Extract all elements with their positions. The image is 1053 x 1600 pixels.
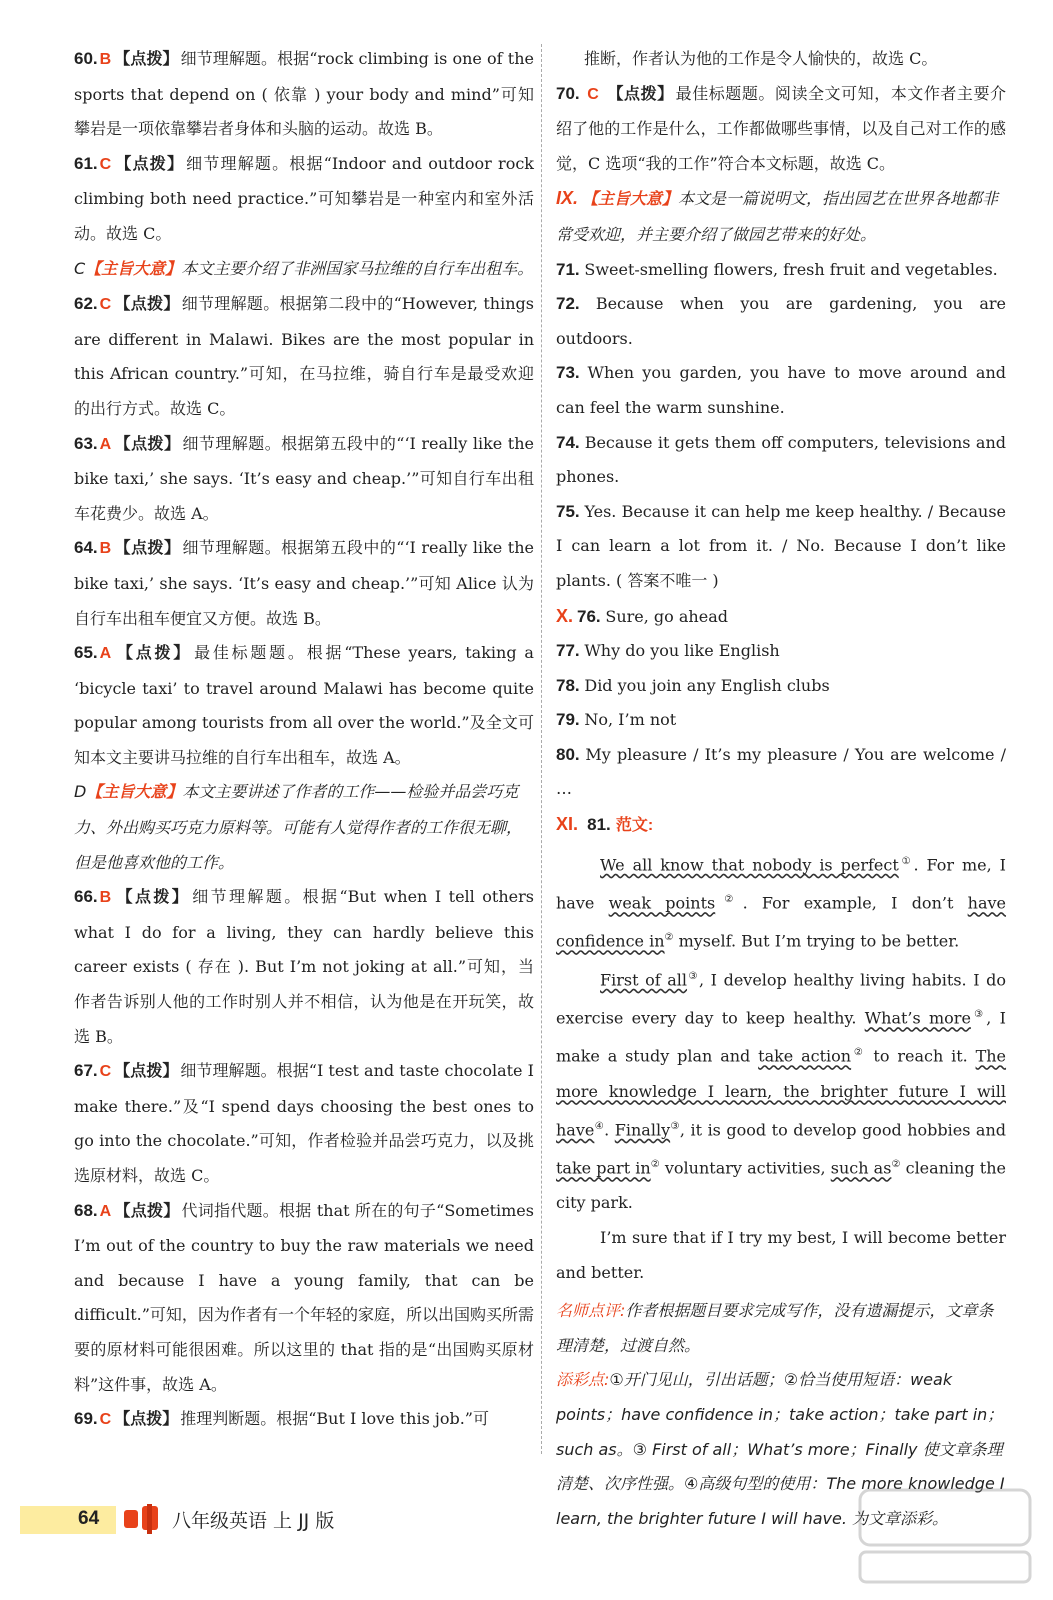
answer-74 xyxy=(556,426,1006,495)
summary-c xyxy=(74,252,534,288)
answer-79 xyxy=(556,703,1006,738)
answer-67 xyxy=(74,1054,534,1193)
hint-tag: 【点拨】 xyxy=(114,155,185,173)
question-number: 64. xyxy=(74,538,98,558)
text: myself. But I’m trying to be better. xyxy=(673,931,960,951)
text: , I develop healthy living habits. I do exercise every day to keep healthy. xyxy=(556,969,1007,1028)
passage-letter: D xyxy=(74,782,87,802)
answer-71 xyxy=(556,253,1006,288)
section-numeral: X. xyxy=(556,605,574,626)
phrase: take action xyxy=(758,1046,852,1066)
question-number: 78. xyxy=(556,675,585,695)
summary-text: 本文是一篇说明文，指出园艺在世界各地都非常受欢迎，并主要介绍了做园艺带来的好处。 xyxy=(556,189,999,244)
answer-choice: A xyxy=(99,435,112,453)
page-number: 64 xyxy=(78,1508,100,1529)
explanation: 最佳标题题。根据“These years, taking a ‘bicycle taxi’ to travel around Malawi has become quite popular among tourists from all over the world.”及全文可知本文主要讲马拉维的自行车出租车，故选 A。 xyxy=(74,643,534,767)
footer-color-bar xyxy=(20,1506,116,1534)
text: to reach it. xyxy=(865,1046,976,1066)
answer-61 xyxy=(74,147,534,252)
answer-text: Because when you are gardening, you are outdoors. xyxy=(556,294,1006,348)
phrase: First of all xyxy=(600,969,688,989)
question-number: 62. xyxy=(74,294,98,314)
summary-text: 本文主要讲述了作者的工作——检验并品尝巧克力、外出购买巧克力原料等。可能有人觉得作者的工作很无聊，但是他喜欢他的工作。 xyxy=(74,782,523,872)
answer-text: No, I’m not xyxy=(584,710,677,730)
answer-text: Sweet-smelling flowers, fresh fruit and vegetables. xyxy=(584,259,998,279)
essay-paragraph-2 xyxy=(556,959,1006,1221)
note-mark: ③ xyxy=(670,1120,680,1132)
hint-tag: 【点拨】 xyxy=(607,85,674,103)
hint-tag: 【点拨】 xyxy=(114,889,191,907)
phrase: Finally xyxy=(614,1119,671,1139)
answer-68 xyxy=(74,1194,534,1403)
right-column xyxy=(556,42,1006,1536)
answer-choice: C xyxy=(99,296,112,314)
teacher-comment xyxy=(556,1294,1006,1363)
publisher-logo-icon xyxy=(122,1504,162,1534)
explanation: 推理判断题。根据“But I love this job.”可 xyxy=(180,1409,489,1429)
question-number: 76. xyxy=(577,606,606,626)
phrase: such as xyxy=(830,1158,892,1178)
highlight-label: 添彩点: xyxy=(556,1370,610,1390)
column-divider xyxy=(541,44,542,1454)
question-number: 65. xyxy=(74,643,98,663)
note-mark: ① xyxy=(898,855,914,867)
answer-text: When you garden, you have to move around and can feel the warm sunshine. xyxy=(556,363,1007,417)
answer-choice: A xyxy=(99,645,112,663)
note-mark: ② xyxy=(851,1047,866,1059)
question-number: 61. xyxy=(74,153,98,173)
section-numeral: XI. xyxy=(556,814,579,835)
question-number: 71. xyxy=(556,259,585,279)
note-mark: ② xyxy=(664,932,674,944)
answer-80 xyxy=(556,738,1006,807)
note-mark: ③ xyxy=(687,970,699,982)
hint-tag: 【点拨】 xyxy=(114,645,193,663)
highlight-text: ①开门见山，引出话题；②恰当使用短语：weak points；have confidence in；take action；take part in；such as。③ First of all；What’s more；Finally 使文章条理清楚、次序性强。④高级句型的使用：The more knowledge I learn, the brighter future I will have. 为文章添彩。 xyxy=(556,1370,1005,1528)
section-9-summary xyxy=(556,181,1006,252)
phrase: have confidence in xyxy=(556,893,1007,951)
section-10-answers xyxy=(556,599,1006,808)
section-11-header xyxy=(556,807,1006,844)
question-number: 72. xyxy=(556,294,596,314)
text: . For me, I have xyxy=(556,854,1006,913)
left-column xyxy=(74,42,534,1438)
phrase: The more knowledge I learn, the brighter future I will have xyxy=(556,1046,1007,1139)
hint-tag: 【点拨】 xyxy=(114,1063,179,1081)
summary-label: 【主旨大意】 xyxy=(85,260,182,278)
answer-choice: C xyxy=(587,85,599,103)
answer-76 xyxy=(556,599,1006,635)
answer-text: My pleasure / It’s my pleasure / You are welcome / … xyxy=(556,744,1006,799)
section-numeral: IX. xyxy=(556,188,579,209)
question-number: 69. xyxy=(74,1409,98,1429)
answer-63 xyxy=(74,427,534,532)
answer-70 xyxy=(556,77,1006,182)
question-number: 81. xyxy=(587,815,611,835)
question-number: 70. xyxy=(556,83,580,103)
answer-text: Did you join any English clubs xyxy=(584,675,830,695)
answer-choice: C xyxy=(99,155,112,173)
question-number: 74. xyxy=(556,432,585,452)
answer-78 xyxy=(556,669,1006,704)
comment-label: 名师点评: xyxy=(556,1301,626,1321)
answer-choice: C xyxy=(99,1063,112,1081)
answer-text: Sure, go ahead xyxy=(605,606,728,626)
summary-label: 【主旨大意】 xyxy=(582,191,679,209)
note-mark: ② xyxy=(650,1158,660,1170)
explanation: 细节理解题。根据“Indoor and outdoor rock climbing both need practice.”可知攀岩是一种室内和室外活动。故选 C。 xyxy=(74,153,534,243)
text: voluntary activities, xyxy=(659,1158,831,1178)
note-mark: ④ xyxy=(594,1120,605,1132)
summary-text: 本文主要介绍了非洲国家马拉维的自行车出租车。 xyxy=(181,258,534,278)
question-number: 60. xyxy=(74,49,98,68)
explanation: 代词指代题。根据 that 所在的句子“Sometimes I’m out of the country to buy the raw materials we need and because I have a young family, that can be difficult.”可知，因为作者有一个年轻的家庭，所以出国购买所需要的原材料可能很困难。所以这里的 that 指的是“出国购买原材料”这件事，故选 A。 xyxy=(74,1200,534,1394)
explanation: 细节理解题。根据第二段中的“However, things are different in Malawi. Bikes are the most popular in this African country.”可知，在马拉维，骑自行车是最受欢迎的出行方式。故选 C。 xyxy=(74,294,534,418)
explanation: 细节理解题。根据“I test and taste chocolate I make there.”及“I spend days choosing the best ones to go into the chocolate.”可知，作者检验并品尝巧克力，以及挑选原材料，故选 C。 xyxy=(74,1061,534,1185)
question-number: 68. xyxy=(74,1200,98,1220)
question-number: 79. xyxy=(556,710,585,730)
answer-text: Yes. Because it can help me keep healthy. / Because I can learn a lot from it. / No. Because I don’t like plants. ( 答案不唯一 ) xyxy=(556,501,1006,590)
answer-64 xyxy=(74,531,534,636)
answer-75 xyxy=(556,495,1006,599)
text: , I make a study plan and xyxy=(556,1008,1006,1066)
note-mark: ② xyxy=(891,1158,901,1170)
note-mark: ③ xyxy=(970,1008,987,1020)
question-number: 73. xyxy=(556,363,588,383)
hint-tag: 【点拨】 xyxy=(114,51,179,68)
question-number: 67. xyxy=(74,1061,98,1081)
text: cleaning the city park. xyxy=(556,1158,1006,1213)
watermark-logo-icon xyxy=(850,1480,1040,1590)
answer-60 xyxy=(74,42,534,147)
explanation: 细节理解题。根据第五段中的“‘I really like the bike taxi,’ she says. ‘It’s easy and cheap.’”可知自行车出租车花费少。故选 A。 xyxy=(74,433,534,523)
answer-69 xyxy=(74,1402,534,1438)
phrase: We all know that nobody is perfect xyxy=(600,854,899,874)
answer-choice: B xyxy=(99,540,112,558)
text: . For example, I don’t xyxy=(742,893,968,913)
answer-choice: B xyxy=(99,889,112,907)
book-title: 八年级英语 上 JJ 版 xyxy=(172,1510,335,1532)
answer-77 xyxy=(556,634,1006,669)
essay-paragraph-1 xyxy=(556,844,1006,959)
hint-tag: 【点拨】 xyxy=(114,1411,179,1429)
section-9-answers xyxy=(556,253,1006,599)
explanation: 最佳标题题。阅读全文可知，本文作者主要介绍了他的工作是什么，工作都做哪些事情，以及自己对工作的感觉，C 选项“我的工作”符合本文标题，故选 C。 xyxy=(556,83,1006,173)
answer-73 xyxy=(556,356,1006,425)
essay-paragraph-3: I’m sure that if I try my best, I will become better and better. xyxy=(556,1228,1006,1283)
question-number: 75. xyxy=(556,501,585,521)
text: , it is good to develop good hobbies and xyxy=(679,1119,1007,1139)
answer-text: Why do you like English xyxy=(584,641,780,661)
answer-text: Because it gets them off computers, televisions and phones. xyxy=(556,432,1006,487)
explanation: 细节理解题。根据第五段中的“‘I really like the bike taxi,’ she says. ‘It’s easy and cheap.’”可知 Alice 认为自行车出租车便宜又方便。故选 B。 xyxy=(74,538,534,628)
answer-choice: A xyxy=(99,1202,112,1220)
answer-72 xyxy=(556,287,1006,356)
hint-tag: 【点拨】 xyxy=(114,540,181,558)
passage-letter: C xyxy=(74,258,86,278)
explanation: 细节理解题。根据“rock climbing is one of the sports that depend on ( 依靠 ) your body and mind”可知攀岩是一项依靠攀岩者身体和头脑的运动。故选 B。 xyxy=(74,49,534,139)
text: . xyxy=(604,1119,615,1139)
sample-essay-label: 范文: xyxy=(615,817,654,835)
hint-tag: 【点拨】 xyxy=(114,1202,180,1220)
note-mark: ② xyxy=(715,893,743,905)
answer-62 xyxy=(74,287,534,426)
answer-choice: C xyxy=(99,1411,112,1429)
phrase: weak points xyxy=(608,893,716,913)
summary-label: 【主旨大意】 xyxy=(86,784,183,802)
hint-tag: 【点拨】 xyxy=(114,296,180,314)
summary-d xyxy=(74,775,534,880)
comment-text: 作者根据题目要求完成写作，没有遗漏提示，文章条理清楚，过渡自然。 xyxy=(556,1301,994,1355)
answer-choice: B xyxy=(99,51,112,68)
question-number: 80. xyxy=(556,744,586,764)
answer-69-continued: 推断，作者认为他的工作是令人愉快的，故选 C。 xyxy=(584,49,938,68)
answer-66 xyxy=(74,880,534,1054)
answer-65 xyxy=(74,636,534,775)
question-number: 77. xyxy=(556,641,585,661)
question-number: 66. xyxy=(74,887,98,907)
phrase: take part in xyxy=(556,1158,651,1178)
hint-tag: 【点拨】 xyxy=(114,435,181,453)
sample-essay xyxy=(556,844,1006,1291)
phrase: What’s more xyxy=(864,1008,971,1028)
question-number: 63. xyxy=(74,433,98,453)
explanation: 细节理解题。根据“But when I tell others what I do for a living, they can hardly believe this career exists ( 存在 ). But I’m not joking at all.”可知，当作者告诉别人他的工作时别人并不相信，认为他是在开玩笑，故选 B。 xyxy=(74,887,534,1046)
